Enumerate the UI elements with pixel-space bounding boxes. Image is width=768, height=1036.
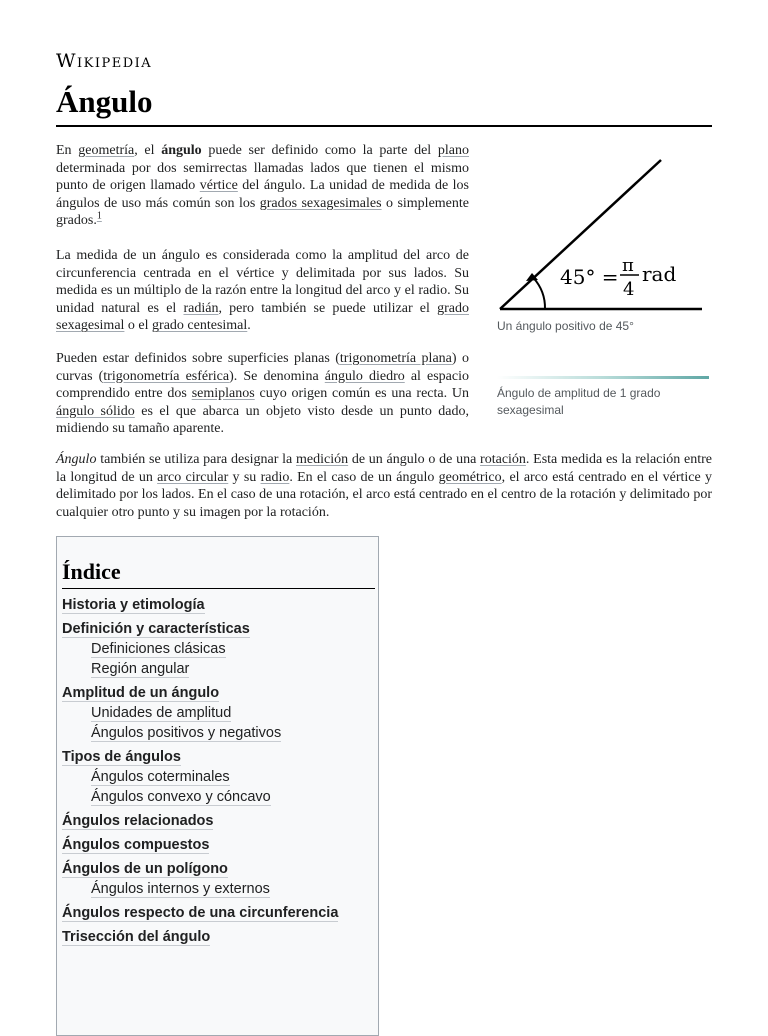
text: es el que abarca un objeto visto desde un punto dado, midiendo su tamaño aparente. bbox=[56, 403, 469, 437]
label-degrees: 45° = bbox=[560, 265, 619, 289]
toc-item-label: Ángulos compuestos bbox=[62, 837, 210, 853]
label-rad: rad bbox=[642, 262, 677, 286]
text: , el arco está centrado en el vértice y delimitado por los lados. En el caso de una rotación, el arco está centrado en el centro de la rotación y delimitado por cualquier otro punto y su imagen por la rotación. bbox=[56, 469, 712, 520]
toc-item[interactable] bbox=[62, 747, 375, 767]
toc-item[interactable] bbox=[62, 927, 375, 947]
toc-item-label: Trisección del ángulo bbox=[62, 929, 211, 945]
text: . En el caso de un ángulo bbox=[289, 469, 439, 485]
toc-item-label: Ángulos internos y externos bbox=[91, 881, 270, 897]
toc-item-label: Ángulos de un polígono bbox=[62, 861, 228, 877]
text: al espacio comprendido entre dos bbox=[56, 368, 470, 402]
wikipedia-logo[interactable] bbox=[56, 50, 152, 72]
toc-item[interactable] bbox=[62, 811, 375, 831]
text: , pero también se puede utilizar el bbox=[218, 300, 438, 316]
link-geometrico[interactable]: geométrico bbox=[438, 469, 502, 485]
paragraph-rotacion bbox=[56, 451, 712, 521]
angle-45-figure[interactable] bbox=[496, 150, 708, 318]
link-grado-sexagesimal[interactable]: grado sexagesimal bbox=[56, 300, 469, 334]
text: . bbox=[247, 318, 251, 334]
paragraph-medida bbox=[56, 247, 469, 335]
text: . Esta medida es la relación entre la longitud de un bbox=[56, 452, 712, 485]
link-angulo-solido[interactable]: ángulo sólido bbox=[56, 403, 135, 419]
toc-item[interactable] bbox=[62, 835, 375, 855]
text: determinada por dos semirrectas llamadas lados que tienen el mismo punto de origen llamado bbox=[56, 160, 469, 194]
toc-item-label: Ángulos relacionados bbox=[62, 813, 214, 829]
text: , el bbox=[134, 143, 162, 158]
link-rotacion[interactable]: rotación bbox=[480, 452, 526, 467]
toc-subitem[interactable] bbox=[62, 879, 375, 899]
link-angulo-diedro[interactable]: ángulo diedro bbox=[324, 368, 405, 384]
page-title: Ángulo bbox=[56, 84, 153, 119]
toc-item-label: Definición y características bbox=[62, 621, 250, 637]
toc-subitem[interactable] bbox=[62, 639, 375, 659]
one-degree-figure[interactable] bbox=[497, 376, 709, 379]
angle-arc bbox=[534, 278, 546, 309]
bold-term: ángulo bbox=[161, 143, 202, 158]
text: también se utiliza para designar la bbox=[96, 452, 296, 467]
toc-item[interactable] bbox=[62, 903, 375, 923]
link-arco-circular[interactable]: arco circular bbox=[157, 469, 229, 485]
paragraph-intro bbox=[56, 142, 469, 230]
italic-term: Ángulo bbox=[56, 452, 97, 467]
text: Pueden estar definidos sobre superficies planas ( bbox=[56, 351, 340, 366]
toc-subitem[interactable] bbox=[62, 703, 375, 723]
label-four: 4 bbox=[623, 279, 635, 300]
toc-item-label: Tipos de ángulos bbox=[62, 749, 181, 765]
text: de un ángulo o de una bbox=[348, 452, 481, 467]
link-medicion[interactable]: medición bbox=[296, 452, 349, 467]
toc-subitem[interactable] bbox=[62, 787, 375, 807]
link-trigonometria-plana[interactable]: trigonometría plana bbox=[339, 351, 452, 366]
toc-item[interactable] bbox=[62, 859, 375, 879]
link-radio[interactable]: radio bbox=[260, 469, 290, 485]
toc-item-label: Región angular bbox=[91, 661, 190, 677]
toc-divider bbox=[62, 588, 375, 589]
toc-item-label: Historia y etimología bbox=[62, 597, 205, 613]
toc-list bbox=[62, 595, 375, 947]
link-trigonometria-esferica[interactable]: trigonometría esférica bbox=[103, 368, 230, 384]
toc-title: Índice bbox=[62, 559, 121, 584]
reference-1[interactable]: 1 bbox=[96, 210, 102, 222]
toc-subitem[interactable] bbox=[62, 767, 375, 787]
toc-item[interactable] bbox=[62, 595, 375, 615]
text: puede ser definido como la parte del bbox=[201, 143, 438, 158]
text: y su bbox=[228, 469, 261, 485]
text: La medida de un ángulo es considerada como la amplitud del arco de circunferencia centrada en el vértice y delimitada por sus lados. Su medida es un múltiplo de la razón entre la longitud del arco y el radio. Su unidad natural es el bbox=[56, 248, 469, 316]
toc-item[interactable] bbox=[62, 683, 375, 703]
text: cuyo origen común es una recta. Un bbox=[254, 386, 470, 402]
toc-item-label: Ángulos coterminales bbox=[91, 769, 230, 785]
table-of-contents bbox=[56, 536, 379, 1036]
text: ). Se denomina bbox=[229, 368, 325, 384]
toc-item-label: Definiciones clásicas bbox=[91, 641, 226, 657]
logo-wordmark bbox=[56, 50, 152, 72]
link-geometria[interactable]: geometría bbox=[78, 143, 135, 158]
toc-item-label: Ángulos positivos y negativos bbox=[91, 725, 282, 741]
text: ) o curvas ( bbox=[56, 351, 469, 384]
toc-item-label: Ángulos respecto de una circunferencia bbox=[62, 905, 339, 921]
link-plano[interactable]: plano bbox=[437, 143, 469, 158]
link-grados-sexagesimales[interactable]: grados sexagesimales bbox=[259, 195, 382, 211]
toc-subitem[interactable] bbox=[62, 723, 375, 743]
figure1-caption: Un ángulo positivo de 45° bbox=[497, 319, 634, 333]
toc-item-label: Unidades de amplitud bbox=[91, 705, 232, 721]
logo-text: Wikipedia bbox=[56, 50, 153, 72]
label-pi: π bbox=[622, 255, 634, 276]
toc-item-label: Ángulos convexo y cóncavo bbox=[91, 789, 271, 805]
paragraph-superficies bbox=[56, 350, 469, 438]
toc-subitem[interactable] bbox=[62, 659, 375, 679]
toc-item-label: Amplitud de un ángulo bbox=[62, 685, 220, 701]
figure2-caption: Ángulo de amplitud de 1 grado sexagesimal bbox=[497, 386, 661, 417]
text: o el bbox=[124, 318, 153, 334]
text: del ángulo. La unidad de medida de los ángulos de uso más común son los bbox=[56, 178, 469, 211]
link-semiplanos[interactable]: semiplanos bbox=[191, 386, 255, 402]
toc-item[interactable] bbox=[62, 619, 375, 639]
link-grado-centesimal[interactable]: grado centesimal bbox=[152, 318, 248, 334]
text: En bbox=[56, 143, 79, 158]
text: o simplemente grados. bbox=[56, 195, 469, 229]
title-divider bbox=[56, 125, 712, 127]
link-radian[interactable]: radián bbox=[183, 300, 219, 316]
link-vertice[interactable]: vértice bbox=[199, 178, 238, 194]
